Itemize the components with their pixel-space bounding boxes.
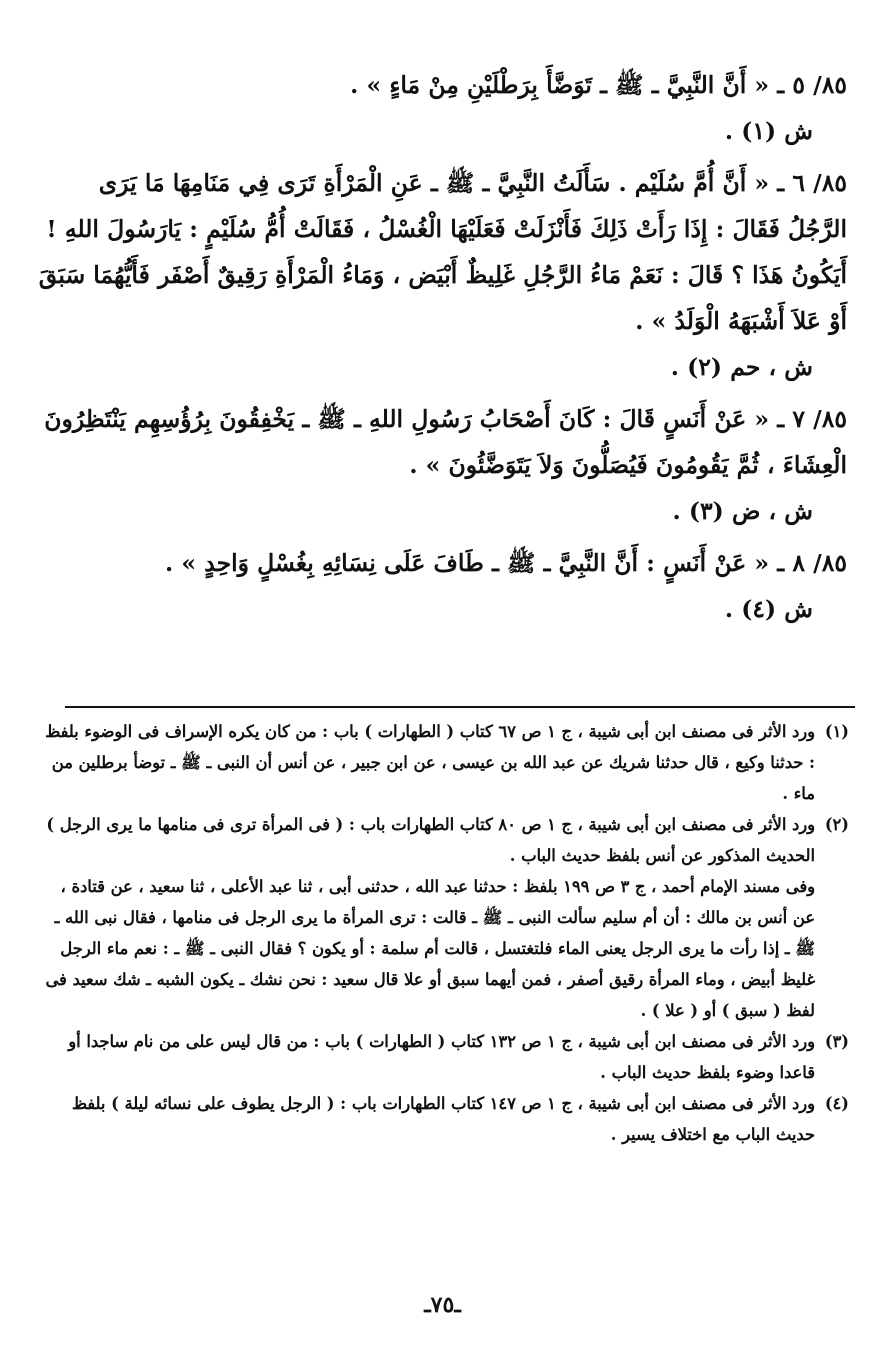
main-text bbox=[35, 62, 847, 632]
footnote-text: ورد الأثر فى مصنف ابن أبى شيبة ، ج ١ ص ٨٠ كتاب الطهارات باب : ( فى المرأة ترى فى منامها ما يرى الرجل ) الحديث المذكور عن أنس بلفظ حديث الباب . bbox=[46, 815, 815, 865]
hadith-source-7: ش ، ض (٣) . bbox=[672, 497, 813, 525]
footnote-2 bbox=[39, 809, 849, 871]
hadith-source-5: ش (١) . bbox=[724, 117, 813, 145]
footnote-2-continuation: وفى مسند الإمام أحمد ، ج ٣ ص ١٩٩ بلفظ : حدثنا عبد الله ، حدثنى أبى ، ثنا عبد الأعلى ، ثنا سعيد ، عن قتادة ، عن أنس بن مالك : أن أم سليم سألت النبى ـ ﷺ ـ قالت : ترى المرأة ما يرى الرجل فى منامها ، فقال نبى الله ـ ﷺ ـ إذا رأت ما يرى الرجل يعنى الماء فلتغتسل ، قالت أم سلمة : أو يكون ؟ فقال النبى ـ ﷺ ـ : نعم ماء الرجل غليظ أبيض ، وماء المرأة رقيق أصفر ، فمن أيهما سبق أو علا قال سعيد : نحن نشك ـ يكون الشبه ـ شك سعيد فى لفظ ( سبق ) أو ( علا ) . bbox=[45, 877, 815, 1020]
footnote-divider bbox=[65, 706, 855, 708]
footnote-number: (٣) bbox=[824, 1032, 849, 1051]
footnote-1 bbox=[39, 716, 849, 809]
footnote-text: ورد الأثر فى مصنف ابن أبى شيبة ، ج ١ ص ١٤٧ كتاب الطهارات باب : ( الرجل يطوف على نسائه ليلة ) بلفظ حديث الباب مع اختلاف يسير . bbox=[71, 1094, 815, 1144]
hadith-source-6: ش ، حم (٢) . bbox=[670, 353, 813, 381]
footnote-3 bbox=[39, 1026, 849, 1088]
footnotes bbox=[39, 716, 849, 1150]
hadith-entry-5: ٨٥/ ٥ ـ « أَنَّ النَّبِيَّ ـ ﷺ ـ تَوَضَّأَ بِرَطْلَيْنِ مِنْ مَاءٍ » . bbox=[350, 71, 847, 99]
footnote-4 bbox=[39, 1088, 849, 1150]
footnote-number: (٤) bbox=[824, 1094, 849, 1113]
page-number: ـ٧٥ـ bbox=[424, 1292, 461, 1318]
footnote-number: (٢) bbox=[824, 815, 849, 834]
footnote-number: (١) bbox=[824, 722, 849, 741]
hadith-entry-8: ٨٥/ ٨ ـ « عَنْ أَنَسٍ : أَنَّ النَّبِيَّ ـ ﷺ ـ طَافَ عَلَى نِسَائِهِ بِغُسْلٍ وَاحِدٍ » . bbox=[165, 549, 847, 577]
hadith-entry-7: ٨٥/ ٧ ـ « عَنْ أَنَسٍ قَالَ : كَانَ أَصْحَابُ رَسُولِ اللهِ ـ ﷺ ـ يَخْفِقُونَ بِرُؤُسِهِم يَنْتَظِرُونَ الْعِشَاءَ ، ثُمَّ يَقُومُونَ فَيُصَلُّونَ وَلاَ يَتَوَضَّئُونَ » . bbox=[44, 405, 847, 479]
footnote-text: ورد الأثر فى مصنف ابن أبى شيبة ، ج ١ ص ١٣٢ كتاب ( الطهارات ) باب : من قال ليس على من نام ساجدا أو قاعدا وضوء بلفظ حديث الباب . bbox=[68, 1032, 815, 1082]
hadith-source-8: ش (٤) . bbox=[724, 595, 813, 623]
hadith-entry-6: ٨٥/ ٦ ـ « أَنَّ أُمَّ سُلَيْم . سَأَلَتُ النَّبِيَّ ـ ﷺ ـ عَنِ الْمَرْأَةِ تَرَى فِي مَنَامِهَا مَا يَرَى الرَّجُلُ فَقَالَ : إِذَا رَأَتْ ذَلِكَ فَأَنْزَلَتْ فَعَلَيْهَا الْغُسْلُ ، فَقَالَتْ أُمُّ سُلَيْمٍ : يَارَسُولَ اللهِ ! أَيَكُونُ هَذَا ؟ قَالَ : نَعَمْ مَاءُ الرَّجُلِ غَلِيظٌ أَبْيَض ، وَمَاءُ الْمَرْأَةِ رَقِيقٌ أَصْفَر فَأَيُّهُمَا سَبَقَ أَوْ عَلاَ أَشْبَهَهُ الْوَلَدُ » . bbox=[38, 169, 847, 335]
footnote-text: ورد الأثر فى مصنف ابن أبى شيبة ، ج ١ ص ٦٧ كتاب ( الطهارات ) باب : من كان يكره الإسراف فى الوضوء بلفظ : حدثنا وكيع ، قال حدثنا شريك عن عبد الله بن عيسى ، عن ابن جبير ، عن أنس أن النبى ـ ﷺ ـ توضأ برطلين من ماء . bbox=[45, 722, 815, 803]
